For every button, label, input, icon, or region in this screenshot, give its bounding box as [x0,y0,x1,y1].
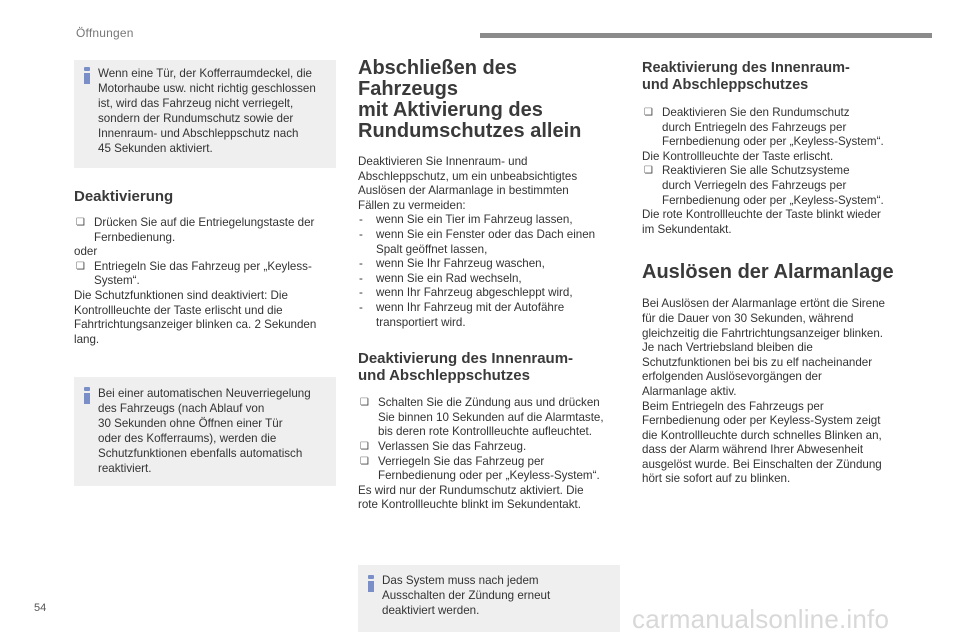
text-line: Motorhaube usw. nicht richtig geschlossen [98,82,316,95]
text-line: Abschleppschutz, um ein unbeabsichtigtes [358,169,578,183]
heading-deaktivierung: Deaktivierung [74,188,174,205]
dash-item: - wenn Sie Ihr Fahrzeug waschen, [358,257,620,272]
text-line: Schalten Sie die Zündung aus und drücken [378,396,600,410]
text-line: Schutzfunktionen ebenfalls automatisch [98,447,303,461]
text-line: wenn Sie ein Fenster oder das Dach einen [376,227,596,241]
checkbox-bullet-icon: ❏ [360,455,369,467]
text-line: Rundumschutzes allein [358,120,582,142]
text-line: die Kontrollleuchte durch schnelles Blinken an, [642,428,882,442]
info-icon [83,67,91,83]
column-3 [642,60,904,487]
bullet-item [358,440,620,455]
text-line: Alarmanlage aktiv. [642,384,737,398]
text-line: für die Dauer von 30 Sekunden, während [642,311,854,325]
or-text: oder [74,245,98,259]
text-line: Reaktivieren Sie alle Schutzsysteme [662,164,850,178]
text-line: Auslösen der Alarmanlage in bestimmten [358,184,569,198]
text-line: System“. [94,274,140,288]
text-line: sondern der Rundumschutz sowie der [98,112,294,125]
text-line: wenn Sie Ihr Fahrzeug waschen, [376,257,545,271]
text-line: oder des Kofferraums), werden die [98,432,277,446]
text-line: Deaktivierung des Innenraum- [358,350,574,368]
checkbox-bullet-icon: ❏ [360,397,369,409]
text-line: Sie binnen 10 Sekunden auf die Alarmtaste, [378,410,604,424]
text-line: rote Kontrollleuchte blinkt im Sekundentakt. [358,498,581,512]
text-line: Verlassen Sie das Fahrzeug. [378,439,527,453]
text-line: wenn Ihr Fahrzeug abgeschleppt wird, [376,286,573,300]
text-line: erfolgenden Auslösevorgängen der [642,370,822,384]
text-line: Schutzfunktionen bei bis zu elf nacheinander [642,355,873,369]
text-line: Deaktivieren Sie den Rundumschutz [662,106,850,119]
text-line: Entriegeln Sie das Fahrzeug per „Keyless- [94,259,312,273]
header-bar [480,33,932,38]
text-line: 45 Sekunden aktiviert. [98,142,213,155]
text-line: wenn Ihr Fahrzeug mit der Autofähre [376,300,565,314]
checkbox-bullet-icon: ❏ [360,440,369,452]
heading-ausloesen: Auslösen der Alarmanlage [642,261,894,284]
text-line: hört sie sofort auf zu blinken. [642,472,791,486]
dash-item: - wenn Ihr Fahrzeug mit der Autofähre transportiert wird. [358,301,620,330]
text-line: Drücken Sie auf die Entriegelungstaste der [94,216,315,229]
text-line: ist, wird das Fahrzeug nicht verriegelt, [98,97,294,110]
deaktivierung-innenraum-content [358,396,620,513]
bullet-item [642,164,904,208]
text-line: im Sekundentakt. [642,222,732,236]
text-line: reaktiviert. [98,462,152,476]
text-line: ausgelöst wurde. Bei Einschalten der Zündung [642,457,882,471]
text-line: Wenn eine Tür, der Kofferraumdeckel, die [98,67,312,80]
checkbox-bullet-icon: ❏ [644,165,653,177]
paragraph [642,297,904,487]
text-line: transportiert wird. [376,315,466,329]
text-line: Fernbedienung. [94,230,176,244]
info-box-locking-note [74,60,336,168]
text-line: wenn Sie ein Tier im Fahrzeug lassen, [376,213,573,227]
text-line: Fernbedienung oder per „Keyless-System“. [378,469,600,483]
dash-item: - wenn Sie ein Fenster oder das Dach einen Spalt geöffnet lassen, [358,228,620,257]
text-line: Bei Auslösen der Alarmanlage ertönt die Sirene [642,297,885,311]
page-number: 54 [34,602,47,614]
text-line: Fernbedienung oder per Keyless-System zeigt [642,414,881,428]
bullet-item [358,455,620,484]
text-line: Bei einer automatischen Neuverriegelung [98,387,311,401]
text-line: Die Kontrollleuchte der Taste erlischt. [642,149,834,163]
info-box-auto-relock [74,377,336,486]
text-line: Fernbedienung oder per „Keyless-System“. [662,135,884,149]
deaktivierung-content [74,216,336,347]
section-title: Öffnungen [76,26,134,40]
text-line: Fernbedienung oder per „Keyless-System“. [662,193,884,207]
text-line: durch Entriegeln des Fahrzeugs per [662,120,847,134]
text-line: Deaktivieren Sie Innenraum- und [358,155,528,168]
info-text [382,573,612,618]
text-line: Ausschalten der Zündung erneut [382,588,551,602]
text-line: Die rote Kontrollleuchte der Taste blinkt wieder [642,208,881,222]
paragraph [642,150,904,165]
info-icon [83,387,91,403]
text-line: und Abschleppschutzes [642,77,809,93]
column-1 [74,60,336,486]
bullet-item [74,216,336,245]
bullet-text [94,216,336,245]
checkbox-bullet-icon: ❏ [644,107,653,118]
text-line: Die Schutzfunktionen sind deaktiviert: Die [74,288,288,302]
bullet-text [94,260,336,289]
dash-item: - wenn Sie ein Rad wechseln, [358,272,620,287]
text-line: durch Verriegeln des Fahrzeugs per [662,178,847,192]
text-line: bis deren rote Kontrollleuchte aufleuchtet. [378,425,592,439]
text-line: Abschließen des Fahrzeugs [358,57,517,100]
bullet-item [358,396,620,440]
info-box-system-note [358,565,620,632]
reaktivierung-content [642,106,904,237]
abschliessen-content [358,155,620,330]
text-line: deaktiviert werden. [382,603,480,617]
heading-reaktivierung [642,60,904,94]
text-line: mit Aktivierung des [358,99,543,121]
heading-deaktivierung-innenraum [358,350,620,384]
info-text [98,386,328,476]
column-2 [358,58,620,632]
paragraph [358,484,620,513]
text-line: und Abschleppschutzes [358,367,530,385]
bullet-item [642,106,904,150]
dash-item: - wenn Ihr Fahrzeug abgeschleppt wird, [358,286,620,301]
dash-item: - wenn Sie ein Tier im Fahrzeug lassen, [358,213,620,228]
text-line: lang. [74,332,100,346]
paragraph [642,208,904,237]
text-line: des Fahrzeugs (nach Ablauf von [98,402,265,416]
text-line: 30 Sekunden ohne Öffnen einer Tür [98,417,283,431]
watermark: carmanualsonline.info [632,604,890,634]
text-line: Das System muss nach jedem [382,573,539,587]
text-line: Je nach Vertriebsland bleiben die [642,341,813,355]
text-line: Fahrtrichtungsanzeiger blinken ca. 2 Sekunden [74,318,317,332]
checkbox-bullet-icon: ❏ [76,217,85,228]
text-line: dass der Alarm während Ihrer Abwesenheit [642,443,864,457]
text-line: Spalt geöffnet lassen, [376,242,488,256]
text-line: Innenraum- und Abschleppschutz nach [98,127,299,140]
checkbox-bullet-icon: ❏ [76,260,85,272]
paragraph [74,289,336,347]
text-line: Beim Entriegeln des Fahrzeugs per [642,399,824,413]
intro-paragraph [358,155,620,213]
text-line: Es wird nur der Rundumschutz aktiviert. Die [358,483,584,497]
text-line: Fällen zu vermeiden: [358,198,466,212]
heading-abschliessen [358,58,620,142]
text-line: gleichzeitig die Fahrtrichtungsanzeiger blinken. [642,326,884,340]
text-line: Reaktivierung des Innenraum- [642,60,850,76]
info-text [98,66,328,156]
text-line: Kontrollleuchte der Taste erlischt und die [74,303,283,317]
text-line: wenn Sie ein Rad wechseln, [376,271,522,285]
bullet-item [74,260,336,289]
text-line: Verriegeln Sie das Fahrzeug per [378,454,545,468]
info-icon [367,575,375,591]
ausloesen-content [642,297,904,487]
